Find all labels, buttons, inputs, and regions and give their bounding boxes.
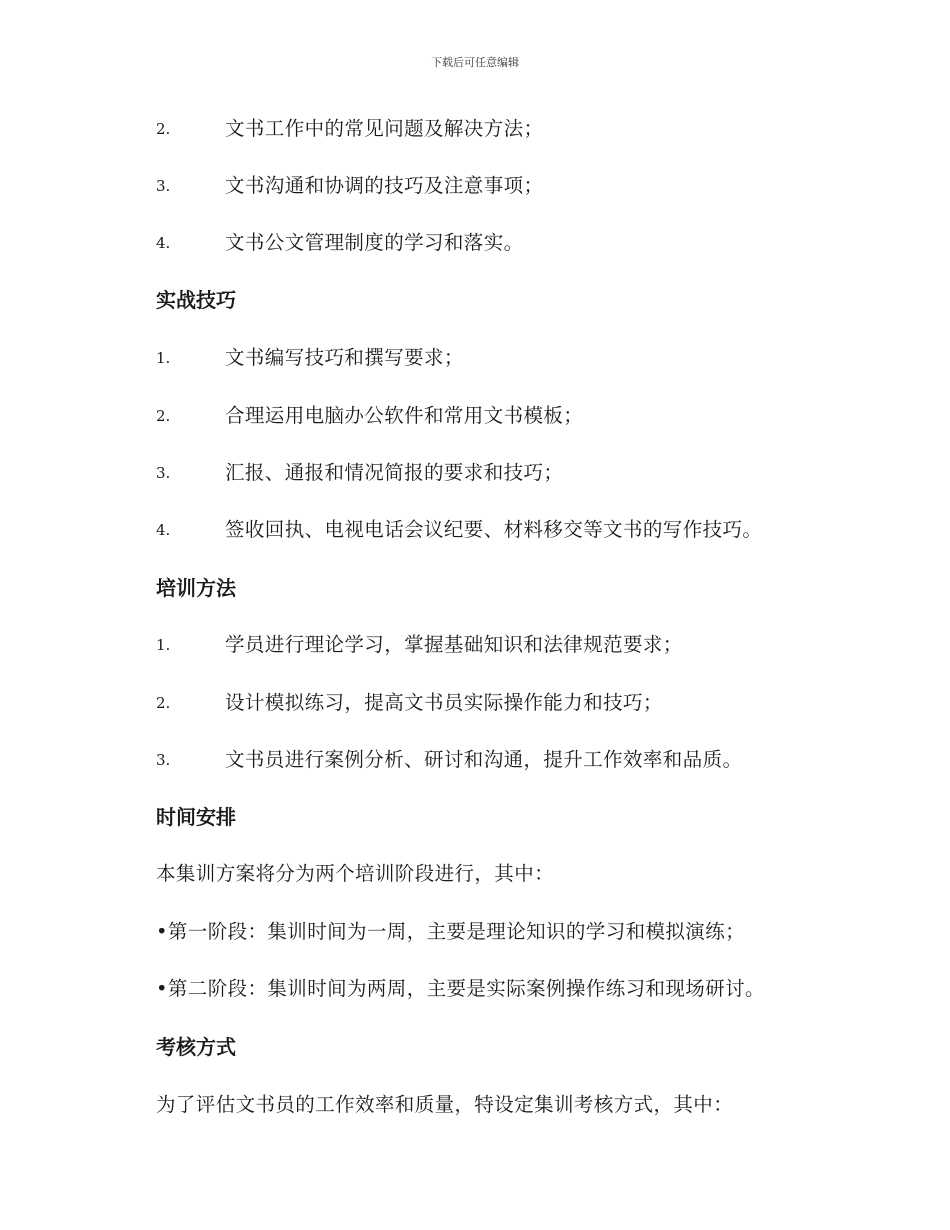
bullet-text: 第二阶段：集训时间为两周，主要是实际案例操作练习和现场研讨。 [167,977,765,1000]
bullet-text: 第一阶段：集训时间为一周，主要是理论知识的学习和模拟演练； [167,920,746,943]
section-heading-practice: 实战技巧 [156,288,236,312]
list-text: 签收回执、电视电话会议纪要、材料移交等文书的写作技巧。 [225,518,763,541]
list-text: 文书工作中的常见问题及解决方法； [225,117,544,140]
schedule-bullet [156,917,745,947]
list-text: 学员进行理论学习，掌握基础知识和法律规范要求； [225,633,683,656]
section-heading-assessment: 考核方式 [156,1035,236,1059]
list-text: 文书沟通和协调的技巧及注意事项； [225,174,544,197]
list-number: 2. [156,120,171,138]
list-text: 文书员进行案例分析、研讨和沟通，提升工作效率和品质。 [225,748,743,771]
schedule-intro: 本集训方案将分为两个培训阶段进行，其中： [156,862,555,885]
list-text: 合理运用电脑办公软件和常用文书模板； [225,404,584,427]
list-text: 文书编写技巧和撰写要求； [225,346,464,369]
list-number: 3. [156,464,171,482]
assessment-intro: 为了评估文书员的工作效率和质量，特设定集训考核方式，其中： [156,1093,734,1116]
list-text: 汇报、通报和情况简报的要求和技巧； [225,461,564,484]
header-note: 下载后可任意编辑 [431,56,519,69]
list-number: 1. [156,349,171,367]
list-text: 文书公文管理制度的学习和落实。 [225,231,524,254]
section-heading-schedule: 时间安排 [156,805,236,829]
list-number: 3. [156,751,171,769]
list-number: 4. [156,521,171,539]
section-heading-method: 培训方法 [156,576,236,600]
list-number: 2. [156,694,171,712]
list-number: 3. [156,177,171,195]
list-number: 2. [156,407,171,425]
bullet-mark: • [156,977,168,1000]
list-number: 4. [156,234,171,252]
list-text: 设计模拟练习，提高文书员实际操作能力和技巧； [225,691,663,714]
bullet-mark: • [156,920,168,943]
schedule-bullet [156,974,765,1004]
list-number: 1. [156,636,171,654]
